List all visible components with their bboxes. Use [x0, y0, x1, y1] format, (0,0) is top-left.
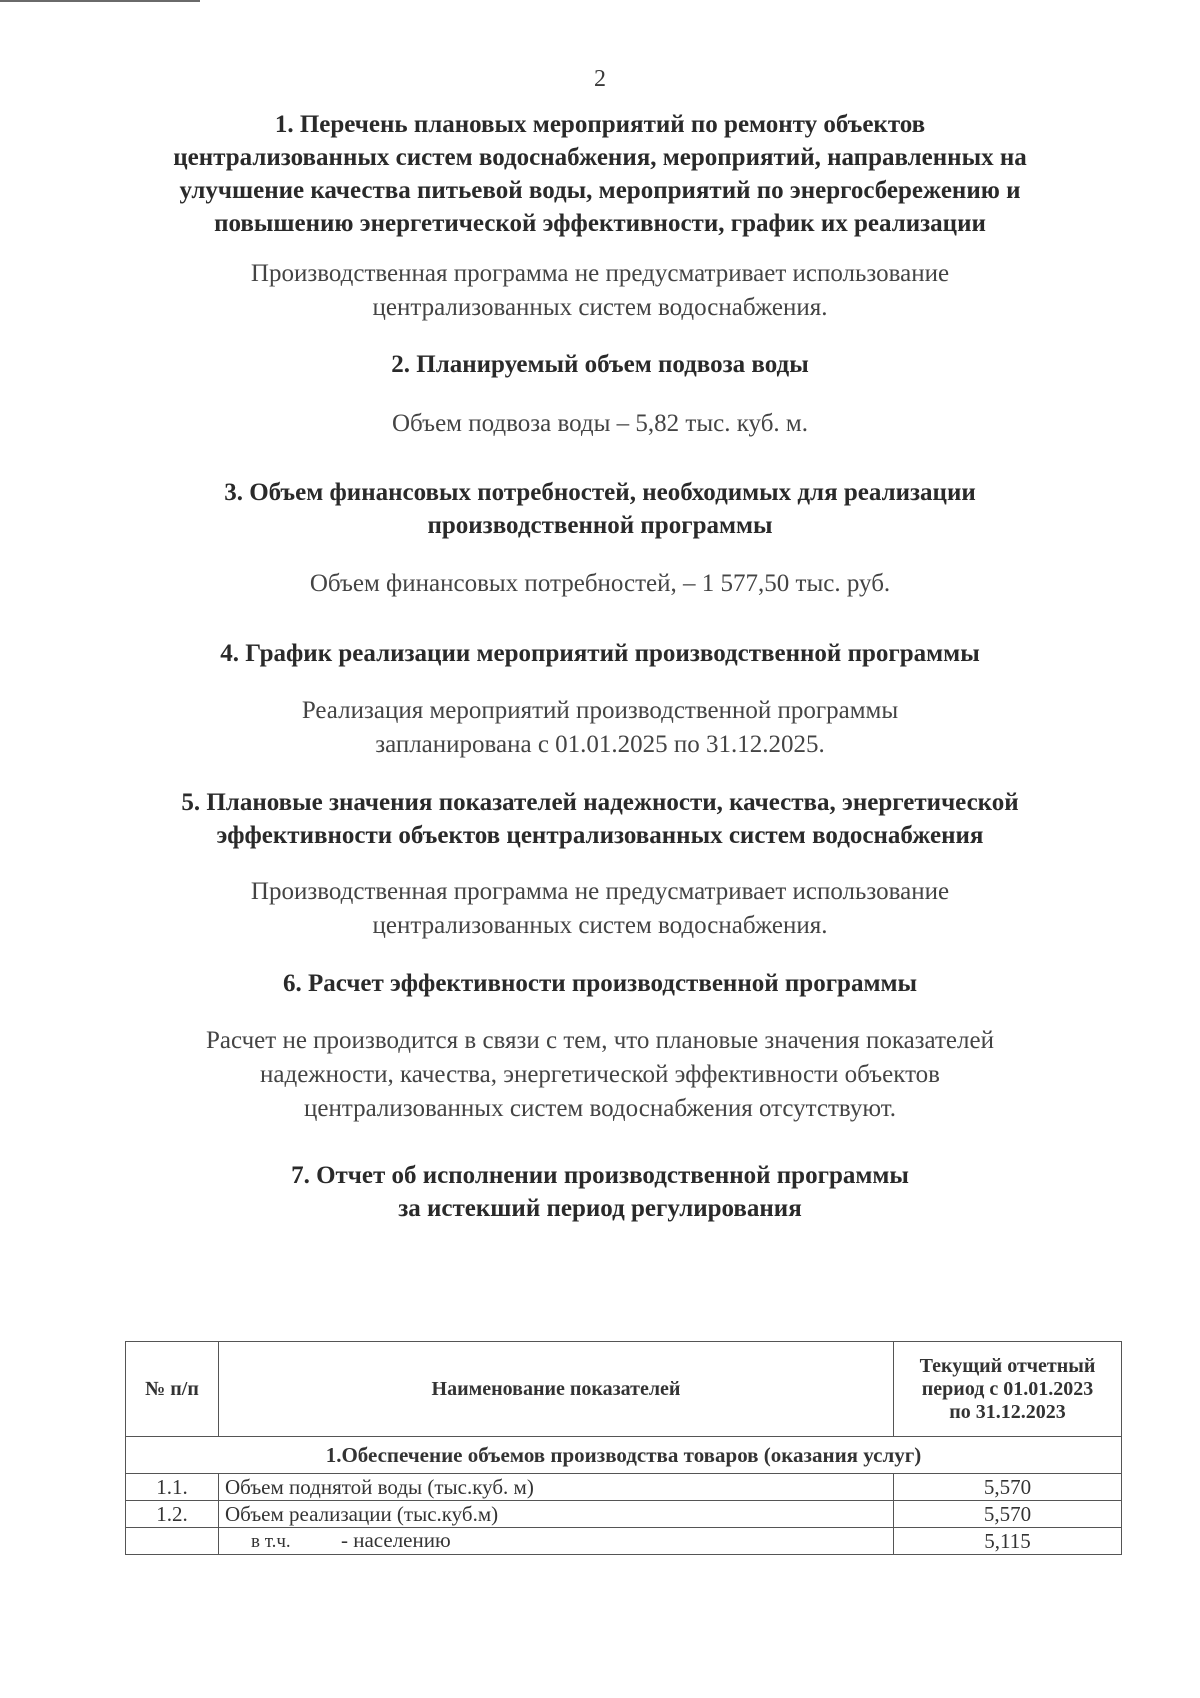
body-line: Объем финансовых потребностей, – 1 577,50 тыс. руб.	[309, 570, 891, 597]
heading-line: 3. Объем финансовых потребностей, необходимых для реализации	[224, 479, 976, 506]
heading-line: эффективности объектов централизованных систем водоснабжения	[216, 822, 984, 849]
heading-line: 4. График реализации мероприятий производственной программы	[220, 640, 980, 667]
table-row	[126, 1474, 1122, 1501]
section-7-heading	[100, 1159, 1100, 1225]
row-value: 5,570	[894, 1501, 1122, 1528]
header-name: Наименование показателей	[219, 1342, 894, 1437]
heading-line: 6. Расчет эффективности производственной программы	[282, 970, 918, 997]
section-4-body	[100, 694, 1100, 762]
row-name-cell	[219, 1528, 894, 1555]
heading-line: повышению энергетической эффективности, график их реализации	[214, 210, 986, 237]
heading-line: за истекший период регулирования	[398, 1195, 802, 1222]
section-1-heading	[100, 108, 1100, 240]
section-6-body	[100, 1024, 1100, 1126]
section-1-body	[100, 257, 1100, 325]
table-section-title: 1.Обеспечение объемов производства товаров (оказания услуг)	[126, 1437, 1122, 1474]
section-3-body	[100, 567, 1100, 601]
heading-line: производственной программы	[427, 512, 773, 539]
table-section-row	[126, 1437, 1122, 1474]
section-2-heading	[100, 348, 1100, 381]
body-line: Объем подвоза воды – 5,82 тыс. куб. м.	[392, 410, 808, 437]
body-line: запланирована с 01.01.2025 по 31.12.2025.	[375, 731, 825, 758]
heading-line: 2. Планируемый объем подвоза воды	[391, 351, 809, 378]
table-row	[126, 1501, 1122, 1528]
table-header-row	[126, 1342, 1122, 1437]
body-line: централизованных систем водоснабжения отсутствуют.	[303, 1095, 896, 1122]
page-number: 2	[594, 66, 606, 92]
body-line: надежности, качества, энергетической эффективности объектов	[260, 1061, 940, 1088]
body-line: централизованных систем водоснабжения.	[372, 294, 828, 321]
scan-edge-mark	[0, 0, 200, 2]
heading-line: 5. Плановые значения показателей надежности, качества, энергетической	[181, 789, 1019, 816]
body-line: Производственная программа не предусматривает использование	[250, 260, 950, 287]
row-value: 5,115	[894, 1528, 1122, 1555]
row-prefix: в т.ч.	[251, 1531, 291, 1552]
body-line: Реализация мероприятий производственной программы	[301, 697, 899, 724]
section-2-body	[100, 407, 1100, 441]
header-period	[894, 1342, 1122, 1437]
section-3-heading	[100, 476, 1100, 542]
heading-line: 1. Перечень плановых мероприятий по ремонту объектов	[274, 111, 926, 138]
heading-line: централизованных систем водоснабжения, мероприятий, направленных на	[173, 144, 1027, 171]
section-4-heading	[100, 637, 1100, 670]
body-line: Расчет не производится в связи с тем, что плановые значения показателей	[206, 1027, 994, 1054]
row-name: Объем реализации (тыс.куб.м)	[219, 1501, 894, 1528]
header-period-line: Текущий отчетный	[919, 1354, 1096, 1377]
heading-line: улучшение качества питьевой воды, мероприятий по энергосбережению и	[179, 177, 1021, 204]
section-6-heading	[100, 967, 1100, 1000]
header-num: № п/п	[126, 1342, 219, 1437]
header-period-line: период с 01.01.2023	[921, 1377, 1094, 1400]
table-row	[126, 1528, 1122, 1555]
section-5-heading	[100, 786, 1100, 852]
row-num: 1.1.	[126, 1474, 219, 1501]
row-name: - населению	[341, 1528, 451, 1552]
row-name: Объем поднятой воды (тыс.куб. м)	[219, 1474, 894, 1501]
row-num	[126, 1528, 219, 1555]
report-table	[125, 1341, 1122, 1555]
section-5-body	[100, 875, 1100, 943]
body-line: централизованных систем водоснабжения.	[372, 912, 828, 939]
row-value: 5,570	[894, 1474, 1122, 1501]
header-period-line: по 31.12.2023	[949, 1400, 1066, 1423]
row-num: 1.2.	[126, 1501, 219, 1528]
body-line: Производственная программа не предусматривает использование	[250, 878, 950, 905]
heading-line: 7. Отчет об исполнении производственной программы	[291, 1162, 909, 1189]
